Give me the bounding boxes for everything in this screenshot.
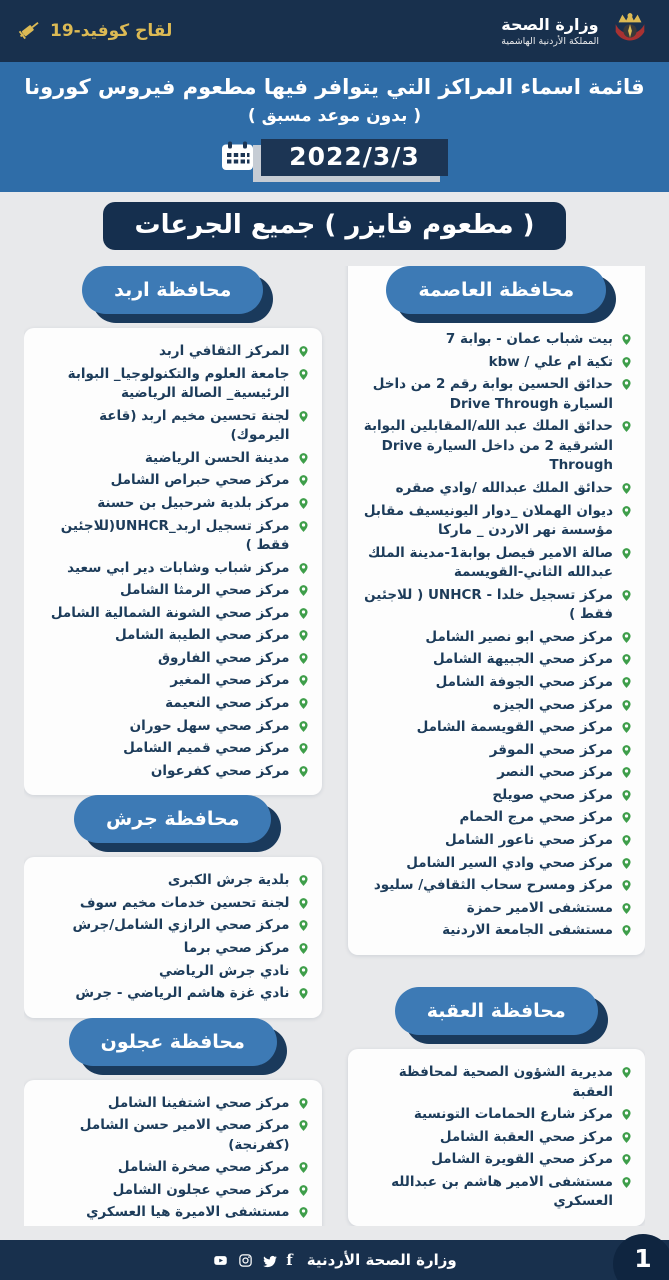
location-pin-icon bbox=[620, 766, 633, 779]
location-pin-icon bbox=[297, 1097, 310, 1110]
center-list-item bbox=[360, 1063, 634, 1102]
centers-card bbox=[348, 266, 646, 955]
location-pin-icon bbox=[620, 505, 633, 518]
center-list-item bbox=[360, 586, 634, 625]
center-name: مديرية الشؤون الصحية لمحافظة العقبة bbox=[398, 1064, 613, 1100]
governorate-title: محافظة العقبة bbox=[426, 1000, 566, 1023]
section-irbid-governorate bbox=[24, 266, 322, 795]
center-list-item bbox=[360, 375, 634, 414]
location-pin-icon bbox=[297, 942, 310, 955]
column-left bbox=[24, 266, 322, 1226]
location-pin-icon bbox=[620, 1153, 633, 1166]
twitter-icon bbox=[262, 1253, 277, 1268]
center-list-item bbox=[36, 626, 310, 646]
location-pin-icon bbox=[620, 356, 633, 369]
center-name: مركز شباب وشابات دير ابي سعيد bbox=[67, 559, 290, 576]
center-list-item bbox=[360, 921, 634, 941]
location-pin-icon bbox=[297, 742, 310, 755]
governorate-pill-wrap bbox=[24, 1018, 322, 1066]
footer-bar bbox=[0, 1240, 669, 1280]
center-list-item bbox=[360, 1105, 634, 1125]
center-name: مركز صحي عجلون الشامل bbox=[112, 1181, 290, 1198]
location-pin-icon bbox=[620, 420, 633, 433]
location-pin-icon bbox=[297, 674, 310, 687]
center-name: مركز صحي قميم الشامل bbox=[123, 740, 290, 757]
social-icons: f bbox=[212, 1253, 292, 1268]
center-list-item bbox=[36, 984, 310, 1004]
location-pin-icon bbox=[620, 924, 633, 937]
center-list-item bbox=[360, 808, 634, 828]
center-list-item bbox=[360, 330, 634, 350]
date-badge: 2022/3/3 bbox=[261, 139, 448, 176]
center-name: مركز صحي العقبة الشامل bbox=[439, 1128, 613, 1145]
vaccine-tag bbox=[18, 17, 172, 46]
body-area bbox=[0, 192, 669, 1240]
center-list-item bbox=[360, 1150, 634, 1170]
instagram-icon bbox=[238, 1253, 253, 1268]
center-name: مركز صحي الشونة الشمالية الشامل bbox=[50, 604, 290, 621]
center-name: مركز صحي ناعور الشامل bbox=[444, 831, 613, 848]
center-list-item bbox=[360, 876, 634, 896]
center-name: مركز صحي المغير bbox=[170, 672, 290, 689]
center-list-item bbox=[360, 673, 634, 693]
center-name: بيت شباب عمان - بوابة 7 bbox=[445, 331, 613, 347]
top-bar bbox=[0, 0, 669, 62]
center-list-item bbox=[36, 407, 310, 446]
governorate-pill bbox=[386, 266, 606, 314]
location-pin-icon bbox=[297, 1161, 310, 1174]
center-name: لجنة تحسين خدمات مخيم سوف bbox=[79, 894, 290, 911]
location-pin-icon bbox=[620, 482, 633, 495]
center-name: مستشفى الاميرة هيا العسكري bbox=[86, 1204, 290, 1221]
center-list-item bbox=[36, 449, 310, 469]
location-pin-icon bbox=[620, 879, 633, 892]
center-name: مركز صحي حبراص الشامل bbox=[110, 472, 290, 489]
location-pin-icon bbox=[297, 520, 310, 533]
center-list-item bbox=[36, 916, 310, 936]
center-list-item bbox=[36, 671, 310, 691]
governorate-pill bbox=[82, 266, 263, 314]
location-pin-icon bbox=[297, 652, 310, 665]
center-list-item bbox=[36, 939, 310, 959]
center-name: مركز صحي صخرة الشامل bbox=[117, 1159, 290, 1176]
center-name: مركز صحي القويرة الشامل bbox=[431, 1151, 613, 1168]
page-subtitle: ( بدون موعد مسبق ) bbox=[247, 106, 422, 126]
location-pin-icon bbox=[297, 874, 310, 887]
youtube-icon bbox=[212, 1253, 229, 1268]
center-name: المركز الثقافي اربد bbox=[158, 343, 290, 359]
center-list-item bbox=[360, 353, 634, 373]
center-list-item bbox=[36, 494, 310, 514]
center-list-item bbox=[360, 718, 634, 738]
governorate-title: محافظة اربد bbox=[114, 279, 232, 301]
location-pin-icon bbox=[620, 1108, 633, 1121]
title-area bbox=[0, 62, 669, 192]
location-pin-icon bbox=[620, 857, 633, 870]
syringe-icon bbox=[18, 17, 42, 46]
governorate-title: محافظة عجلون bbox=[100, 1030, 245, 1053]
center-list-item bbox=[36, 604, 310, 624]
location-pin-icon bbox=[297, 697, 310, 710]
footer-ministry-label: وزارة الصحة الأردنية bbox=[306, 1251, 457, 1269]
center-name: بلدية جرش الكبرى bbox=[167, 872, 290, 889]
center-name: مركز صحي كفرعوان bbox=[150, 762, 290, 779]
center-name: نادي غزة هاشم الرياضي - جرش bbox=[75, 985, 290, 1002]
governorate-pill-wrap bbox=[24, 266, 322, 314]
governorate-pill-wrap bbox=[24, 795, 322, 843]
ministry-subtitle: المملكة الأردنية الهاشمية bbox=[501, 36, 599, 47]
page-title: قائمة اسماء المراكز التي يتوافر فيها مطعوم فيروس كورونا bbox=[24, 75, 645, 99]
column-right bbox=[348, 266, 646, 1226]
section-ajloun-governorate bbox=[24, 1018, 322, 1226]
center-name: مركز صحي صويلح bbox=[492, 786, 613, 803]
center-list-item bbox=[36, 581, 310, 601]
centers-card bbox=[348, 1049, 646, 1226]
ministry-block bbox=[501, 9, 651, 53]
center-list-item bbox=[360, 763, 634, 783]
page-number-badge bbox=[613, 1234, 669, 1280]
location-pin-icon bbox=[620, 589, 633, 602]
location-pin-icon bbox=[297, 474, 310, 487]
center-name: مركز صحي وادي السير الشامل bbox=[406, 854, 613, 871]
center-name: حدائق الملك عبد الله/المقابلين البوابة الشرقية 2 من داخل السيارة Drive Through bbox=[363, 418, 613, 474]
location-pin-icon bbox=[297, 629, 310, 642]
center-name: مركز صحي الطيبة الشامل bbox=[114, 627, 290, 644]
location-pin-icon bbox=[297, 584, 310, 597]
center-name: مركز صحي الامير حسن الشامل (كفرنجة) bbox=[79, 1117, 290, 1153]
location-pin-icon bbox=[620, 1176, 633, 1189]
center-name: مركز شارع الحمامات التونسية bbox=[413, 1106, 613, 1123]
center-list-item bbox=[36, 517, 310, 556]
center-list-item bbox=[36, 1158, 310, 1178]
center-name: حدائق الحسين بوابة رقم 2 من داخل السيارة Drive Through bbox=[372, 376, 613, 412]
location-pin-icon bbox=[297, 765, 310, 778]
location-pin-icon bbox=[297, 1206, 310, 1219]
vaccine-type-banner: ( مطعوم فايزر ) جميع الجرعات bbox=[103, 202, 567, 250]
center-name: تكية ام علي / kbw bbox=[488, 353, 613, 370]
centers-list bbox=[36, 342, 310, 781]
center-list-item bbox=[36, 717, 310, 737]
governorate-pill-wrap bbox=[348, 266, 646, 314]
location-pin-icon bbox=[297, 497, 310, 510]
center-name: مركز صحي الجيزه bbox=[492, 696, 613, 713]
center-name: لجنة تحسين مخيم اربد (قاعة اليرموك) bbox=[99, 407, 290, 444]
location-pin-icon bbox=[620, 631, 633, 644]
governorate-title: محافظة جرش bbox=[106, 808, 240, 831]
center-list-item bbox=[36, 894, 310, 914]
section-aqaba-governorate bbox=[348, 987, 646, 1226]
location-pin-icon bbox=[620, 699, 633, 712]
center-name: مركز صحي سهل حوران bbox=[129, 717, 290, 734]
center-list-item bbox=[36, 1181, 310, 1201]
location-pin-icon bbox=[297, 987, 310, 1000]
center-name: مركز صحي مرج الحمام bbox=[459, 809, 613, 826]
location-pin-icon bbox=[297, 897, 310, 910]
ministry-name: وزارة الصحة bbox=[501, 15, 599, 34]
governorate-pill bbox=[74, 795, 271, 843]
location-pin-icon bbox=[297, 1184, 310, 1197]
location-pin-icon bbox=[297, 965, 310, 978]
section-jerash-governorate bbox=[24, 795, 322, 1017]
location-pin-icon bbox=[620, 378, 633, 391]
center-name: مركز صحي الرمثا الشامل bbox=[120, 582, 290, 599]
center-list-item bbox=[36, 559, 310, 579]
location-pin-icon bbox=[297, 919, 310, 932]
center-list-item bbox=[360, 696, 634, 716]
date-row bbox=[14, 139, 655, 176]
location-pin-icon bbox=[297, 410, 310, 423]
governorate-title: محافظة العاصمة bbox=[418, 279, 575, 301]
center-list-item bbox=[36, 1203, 310, 1223]
location-pin-icon bbox=[297, 720, 310, 733]
center-list-item bbox=[36, 962, 310, 982]
governorate-pill-wrap bbox=[348, 987, 646, 1035]
center-name: ديوان الهملان _دوار اليونيسيف مقابل مؤسسة نهر الاردن _ ماركا bbox=[363, 502, 613, 539]
centers-card bbox=[24, 857, 322, 1017]
location-pin-icon bbox=[297, 1119, 310, 1132]
centers-card bbox=[24, 328, 322, 795]
center-name: مركز صحي الفاروق bbox=[157, 649, 290, 666]
center-name: مركز صحي برما bbox=[183, 939, 290, 956]
centers-list bbox=[36, 871, 310, 1003]
location-pin-icon bbox=[620, 333, 633, 346]
center-name: مركز بلدية شرحبيل بن حسنة bbox=[97, 494, 290, 511]
center-name: مركز ومسرح سحاب الثقافي/ سليود bbox=[373, 877, 613, 894]
location-pin-icon bbox=[297, 368, 310, 381]
location-pin-icon bbox=[620, 1131, 633, 1144]
center-name: مركز صحي النعيمة bbox=[165, 695, 290, 711]
location-pin-icon bbox=[297, 607, 310, 620]
center-name: مركز صحي الموقر bbox=[489, 741, 613, 758]
center-list-item bbox=[36, 649, 310, 669]
centers-list bbox=[36, 1094, 310, 1223]
center-list-item bbox=[36, 739, 310, 759]
center-list-item bbox=[36, 342, 310, 362]
center-name: مركز صحي الرازي الشامل/جرش bbox=[72, 917, 290, 934]
center-name: مركز تسجيل خلدا - UNHCR ( للاجئين فقط ) bbox=[364, 586, 613, 623]
center-list-item bbox=[36, 365, 310, 404]
center-list-item bbox=[360, 650, 634, 670]
center-name: مركز صحي الجبيهة الشامل bbox=[433, 651, 613, 668]
location-pin-icon bbox=[620, 653, 633, 666]
columns bbox=[24, 266, 645, 1226]
center-list-item bbox=[36, 1116, 310, 1155]
center-name: مركز صحي النصر bbox=[497, 764, 613, 781]
center-list-item bbox=[360, 786, 634, 806]
location-pin-icon bbox=[620, 744, 633, 757]
center-list-item bbox=[360, 899, 634, 919]
center-name: مركز تسجيل اربد_UNHCR(للاجئين فقط ) bbox=[60, 517, 290, 554]
center-name: نادي جرش الرياضي bbox=[158, 962, 290, 979]
center-name: صالة الامير فيصل بوابة1-مدينة الملك عبدالله الثاني-القويسمة bbox=[367, 544, 613, 581]
center-name: مركز صحي القويسمة الشامل bbox=[416, 719, 613, 736]
center-list-item bbox=[360, 1128, 634, 1148]
center-list-item bbox=[360, 854, 634, 874]
location-pin-icon bbox=[620, 811, 633, 824]
center-name: مستشفى الجامعة الاردنية bbox=[442, 922, 613, 939]
section-capital-governorate bbox=[348, 266, 646, 955]
center-list-item bbox=[360, 831, 634, 851]
center-name: مركز صحي ابو نصير الشامل bbox=[425, 628, 613, 645]
location-pin-icon bbox=[620, 834, 633, 847]
page-number: 1 bbox=[634, 1243, 652, 1273]
center-name: مستشفى الامير هاشم بن عبدالله العسكري bbox=[391, 1173, 613, 1210]
jordan-crest-icon bbox=[609, 9, 651, 53]
centers-card bbox=[24, 1080, 322, 1226]
center-list-item bbox=[360, 741, 634, 761]
location-pin-icon bbox=[297, 452, 310, 465]
location-pin-icon bbox=[620, 676, 633, 689]
center-list-item bbox=[360, 544, 634, 583]
location-pin-icon bbox=[297, 562, 310, 575]
location-pin-icon bbox=[297, 345, 310, 358]
location-pin-icon bbox=[620, 721, 633, 734]
center-list-item bbox=[36, 471, 310, 491]
location-pin-icon bbox=[620, 1066, 633, 1079]
location-pin-icon bbox=[620, 789, 633, 802]
center-list-item bbox=[360, 628, 634, 648]
governorate-pill bbox=[69, 1018, 277, 1066]
center-list-item bbox=[360, 479, 634, 499]
location-pin-icon bbox=[620, 547, 633, 560]
center-list-item bbox=[360, 417, 634, 476]
center-list-item bbox=[36, 694, 310, 714]
vaccine-label: لقاح كوفيد-19 bbox=[50, 21, 173, 41]
location-pin-icon bbox=[620, 902, 633, 915]
center-list-item bbox=[36, 762, 310, 782]
center-name: مركز صحي اشتفينا الشامل bbox=[107, 1094, 290, 1111]
centers-list bbox=[360, 1063, 634, 1212]
center-list-item bbox=[360, 502, 634, 541]
center-name: مدينة الحسن الرياضية bbox=[144, 449, 290, 466]
center-list-item bbox=[36, 871, 310, 891]
center-list-item bbox=[36, 1094, 310, 1114]
centers-list bbox=[360, 330, 634, 941]
governorate-pill bbox=[395, 987, 598, 1035]
center-name: جامعة العلوم والتكنولوجيا_ البوابة الرئيسية_ الصالة الرياضية bbox=[67, 365, 290, 402]
center-list-item bbox=[360, 1173, 634, 1212]
center-name: حدائق الملك عبدالله /وادي صقره bbox=[395, 479, 613, 496]
calendar-icon bbox=[221, 141, 254, 175]
center-name: مستشفى الامير حمزة bbox=[466, 899, 613, 916]
center-name: مركز صحي الجوفة الشامل bbox=[435, 674, 613, 690]
